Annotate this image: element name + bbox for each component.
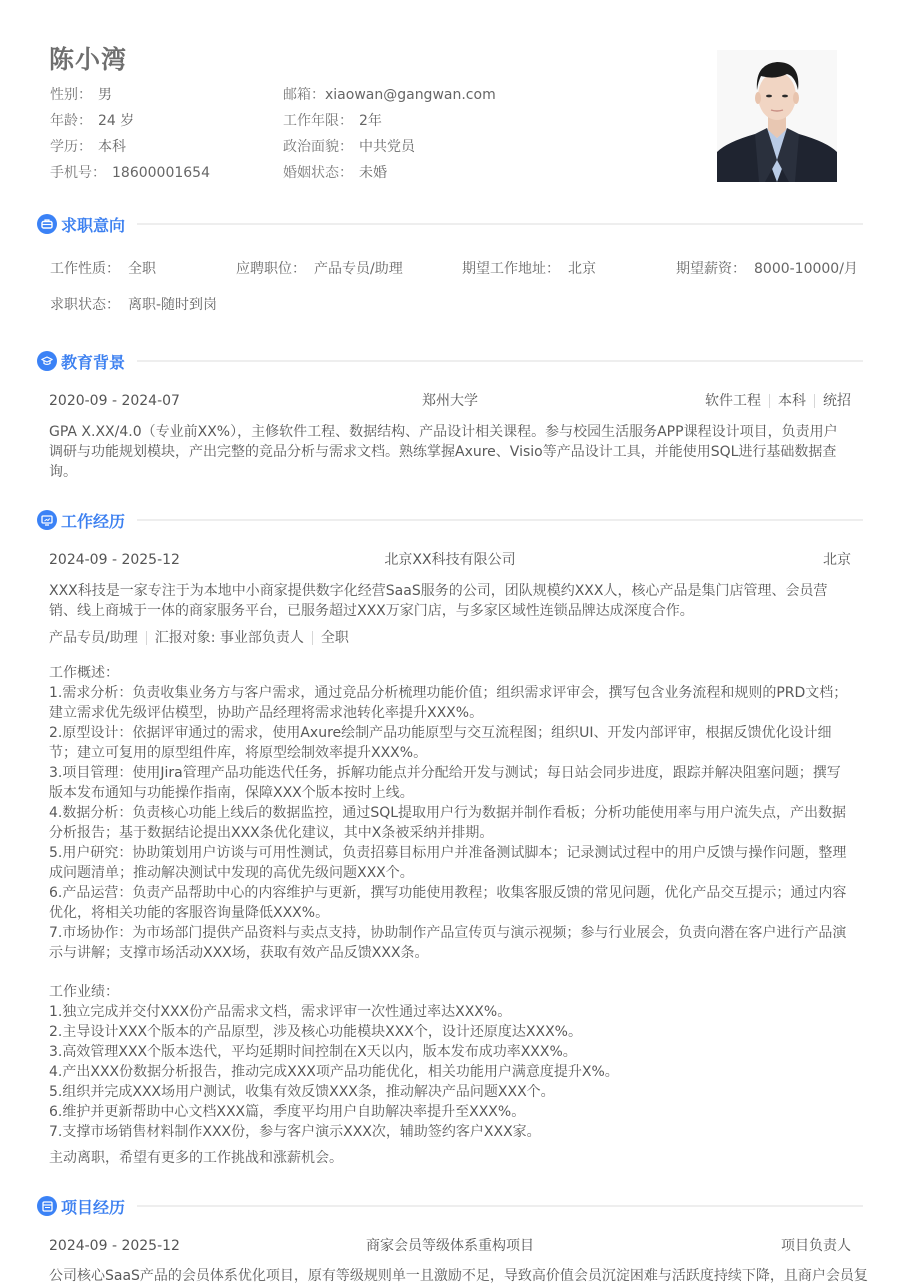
work-company: 北京XX科技有限公司 <box>384 552 516 568</box>
project-entry-header <box>49 1235 851 1257</box>
project-role: 项目负责人 <box>781 1238 851 1254</box>
achievement-item: 2.主导设计XXX个版本的产品原型，涉及核心功能模块XXX个，设计还原度达XXX%。 <box>49 1024 582 1040</box>
education-meta <box>705 390 851 412</box>
intent-status: 求职状态： 离职-随时到岗 <box>50 297 218 313</box>
overview-item: 1.需求分析：负责收集业务方与客户需求，通过竞品分析梳理功能价值；组织需求评审会，撰写包含业务流程和规则的PRD文档；建立需求优先级评估模型，协助产品经理将需求池转化率提升XXX%。 <box>49 685 848 721</box>
section-header-project <box>37 1194 863 1218</box>
overview-item: 4.数据分析：负责核心功能上线后的数据监控，通过SQL提取用户行为数据并制作看板；分析功能使用率与用户流失点，产出数据分析报告；基于数据结论提出XXX条优化建议，其中X条被采纳并排期。 <box>49 805 847 841</box>
job-intent-row-2 <box>50 294 850 316</box>
info-education: 学历： 本科 <box>50 139 126 155</box>
job-intent-row-1 <box>50 258 858 280</box>
project-description: 公司核心SaaS产品的会员体系优化项目，原有等级规则单一且激励不足，导致高价值会员沉淀困难与活跃度持续下降，且商户会员复 <box>49 1268 868 1284</box>
section-title: 求职意向 <box>61 215 126 235</box>
section-title: 工作经历 <box>61 511 126 531</box>
education-type: 统招 <box>823 393 851 409</box>
candidate-name: 陈小湾 <box>49 45 128 74</box>
project-period: 2024-09 - 2025-12 <box>49 1238 180 1254</box>
graduation-cap-icon <box>37 351 57 371</box>
section-divider <box>137 519 863 521</box>
achievement-item: 1.独立完成并交付XXX份产品需求文档，需求评审一次性通过率达XXX%。 <box>49 1004 512 1020</box>
achievement-item: 6.维护并更新帮助中心文档XXX篇，季度平均用户自助解决率提升至XXX%。 <box>49 1104 526 1120</box>
work-tag-report-to: 汇报对象: 事业部负责人 <box>154 630 304 646</box>
work-achievements-title: 工作业绩： <box>49 984 119 1000</box>
overview-item: 3.项目管理：使用Jira管理产品功能迭代任务，拆解功能点并分配给开发与测试；每日站会同步进度，跟踪并解决阻塞问题；撰写版本发布通知与功能操作指南，保障XXX个版本按时上线。 <box>49 765 841 801</box>
intent-salary: 期望薪资： 8000-10000/月 <box>676 261 858 277</box>
info-political-status: 政治面貌： 中共党员 <box>283 139 415 155</box>
info-email: 邮箱：xiaowan@gangwan.com <box>283 87 496 103</box>
info-gender: 性别： 男 <box>50 87 112 103</box>
education-degree: 本科 <box>778 393 806 409</box>
portrait-illustration-icon <box>717 50 837 182</box>
education-entry-header <box>49 390 851 412</box>
info-work-years: 工作年限： 2年 <box>283 113 382 129</box>
monitor-icon <box>37 510 57 530</box>
work-location: 北京 <box>823 552 851 568</box>
work-achievements <box>49 982 851 1142</box>
separator <box>146 631 147 645</box>
achievement-item: 5.组织并完成XXX场用户测试，收集有效反馈XXX条，推动解决产品问题XXX个。 <box>49 1084 555 1100</box>
info-phone: 手机号： 18600001654 <box>50 165 210 181</box>
project-description-clipped <box>49 1266 868 1284</box>
section-divider <box>137 223 863 225</box>
profile-photo <box>717 50 837 182</box>
info-age: 年龄： 24 岁 <box>50 113 135 129</box>
work-entry-header <box>49 549 851 571</box>
intent-position: 应聘职位： 产品专员/助理 <box>236 261 403 277</box>
work-overview-title: 工作概述： <box>49 665 119 681</box>
leave-reason: 主动离职，希望有更多的工作挑战和涨薪机会。 <box>49 1150 343 1166</box>
education-major: 软件工程 <box>705 393 761 409</box>
achievement-item: 3.高效管理XXX个版本迭代，平均延期时间控制在X天以内，版本发布成功率XXX%。 <box>49 1044 577 1060</box>
project-name: 商家会员等级体系重构项目 <box>366 1238 534 1254</box>
separator <box>312 631 313 645</box>
overview-item: 6.产品运营：负责产品帮助中心的内容维护与更新，撰写功能使用教程；收集客服反馈的常见问题，优化产品交互提示；通过内容优化，将相关功能的客服咨询量降低XXX%。 <box>49 885 847 921</box>
overview-item: 5.用户研究：协助策划用户访谈与可用性测试，负责招募目标用户并准备测试脚本；记录测试过程中的用户反馈与操作问题，整理成问题清单；推动解决测试中发现的高优先级问题XXX个。 <box>49 845 847 881</box>
intent-location: 期望工作地址： 北京 <box>462 261 596 277</box>
overview-item: 7.市场协作：为市场部门提供产品资料与卖点支持，协助制作产品宣传页与演示视频；参与行业展会，负责向潜在客户进行产品演示与讲解；支撑市场活动XXX场，获取有效产品反馈XXX条。 <box>49 925 847 961</box>
separator <box>814 394 815 408</box>
browser-window-icon <box>37 1196 57 1216</box>
section-header-job-intent <box>37 212 863 236</box>
info-marital-status: 婚姻状态： 未婚 <box>283 165 387 181</box>
overview-item: 2.原型设计：依据评审通过的需求，使用Axure绘制产品功能原型与交互流程图；组织UI、开发内部评审，根据反馈优化设计细节；建立可复用的原型组件库，将原型绘制效率提升XXX%。 <box>49 725 832 761</box>
intent-work-type: 工作性质： 全职 <box>50 261 156 277</box>
section-title: 项目经历 <box>61 1197 126 1217</box>
education-description: GPA X.XX/4.0（专业前XX%），主修软件工程、数据结构、产品设计相关课程。参与校园生活服务APP课程设计项目，负责用户调研与功能规划模块，产出完整的竞品分析与需求文档。熟练掌握Axure、Visio等产品设计工具，并能使用SQL进行基础数据查询。 <box>49 424 838 480</box>
education-period: 2020-09 - 2024-07 <box>49 393 180 409</box>
work-period: 2024-09 - 2025-12 <box>49 552 180 568</box>
section-divider <box>137 1205 863 1207</box>
briefcase-icon <box>37 214 57 234</box>
section-title: 教育背景 <box>61 352 126 372</box>
work-overview <box>49 663 851 963</box>
section-header-education <box>37 349 863 373</box>
work-tags <box>49 628 349 648</box>
separator <box>769 394 770 408</box>
section-header-work <box>37 508 863 532</box>
company-description: XXX科技是一家专注于为本地中小商家提供数字化经营SaaS服务的公司，团队规模约XXX人，核心产品是集门店管理、会员营销、线上商城于一体的商家服务平台，已服务超过XXX万家门店，与多家区域性连锁品牌达成深度合作。 <box>49 583 828 619</box>
achievement-item: 7.支撑市场销售材料制作XXX份，参与客户演示XXX次，辅助签约客户XXX家。 <box>49 1124 541 1140</box>
achievement-item: 4.产出XXX份数据分析报告，推动完成XXX项产品功能优化，相关功能用户满意度提升X%。 <box>49 1064 619 1080</box>
section-divider <box>137 360 863 362</box>
basic-info-grid <box>50 84 583 184</box>
education-school: 郑州大学 <box>422 393 478 409</box>
work-tag-type: 全职 <box>320 630 349 646</box>
work-tag-position: 产品专员/助理 <box>49 630 138 646</box>
